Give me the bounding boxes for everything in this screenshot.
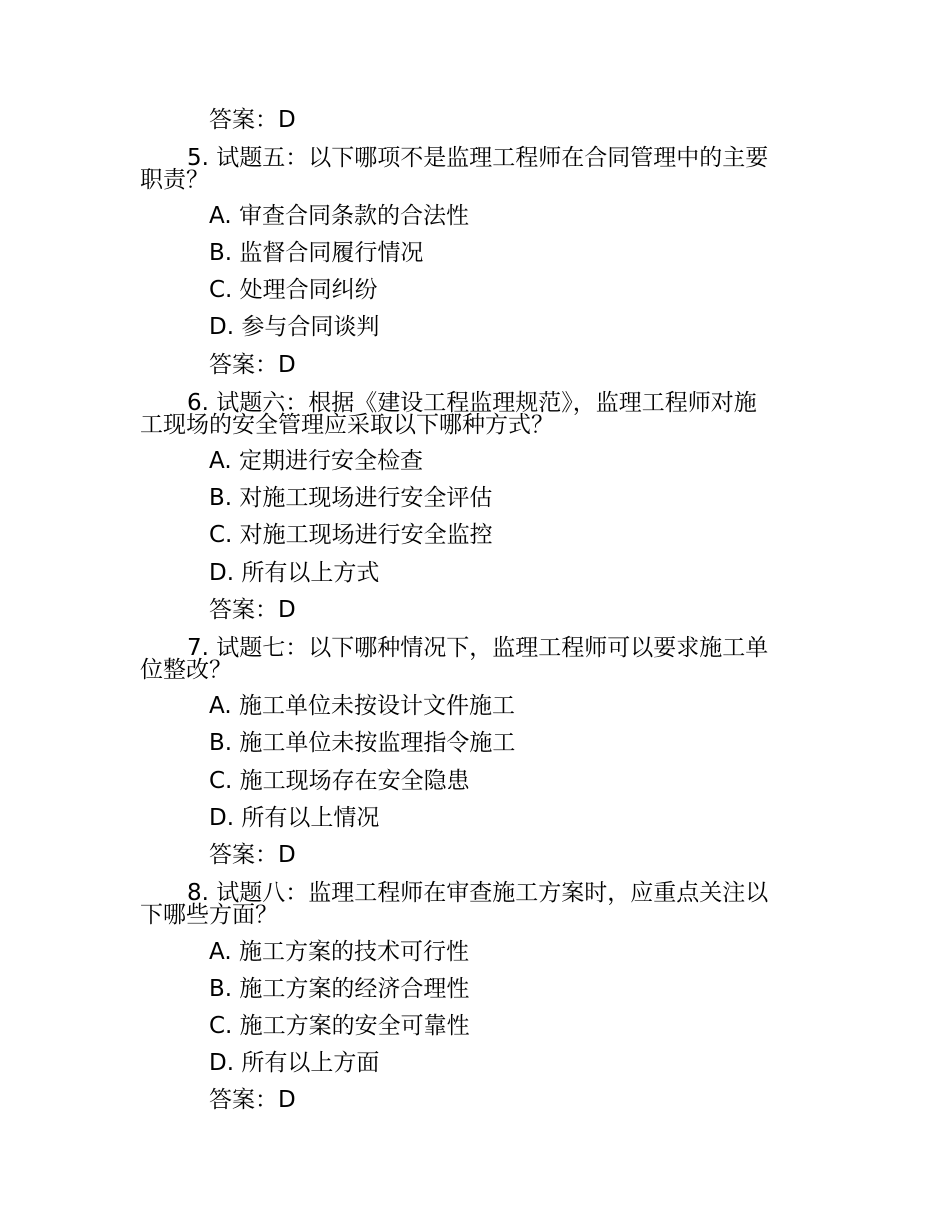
question-6-option-a: A. 定期进行安全检查 bbox=[209, 448, 423, 474]
question-7-line-1: 7. 试题七：以下哪种情况下，监理工程师可以要求施工单 bbox=[187, 635, 769, 661]
question-5-option-d: D. 参与合同谈判 bbox=[209, 314, 380, 340]
question-7-option-a: A. 施工单位未按设计文件施工 bbox=[209, 693, 515, 719]
question-7-answer: 答案：D bbox=[209, 842, 296, 868]
question-8-line-2: 下哪些方面？ bbox=[140, 902, 278, 928]
question-8-option-d: D. 所有以上方面 bbox=[209, 1050, 380, 1076]
question-7-option-d: D. 所有以上情况 bbox=[209, 805, 380, 831]
question-6-option-d: D. 所有以上方式 bbox=[209, 560, 380, 586]
question-5-answer: 答案：D bbox=[209, 352, 296, 378]
question-6-answer: 答案：D bbox=[209, 597, 296, 623]
question-6-option-c: C. 对施工现场进行安全监控 bbox=[209, 522, 493, 548]
question-8-option-a: A. 施工方案的技术可行性 bbox=[209, 939, 469, 965]
question-6-line-2: 工现场的安全管理应采取以下哪种方式？ bbox=[140, 412, 554, 438]
question-7-option-b: B. 施工单位未按监理指令施工 bbox=[209, 730, 516, 756]
question-5-line-1: 5. 试题五：以下哪项不是监理工程师在合同管理中的主要 bbox=[187, 145, 769, 171]
question-5-option-a: A. 审查合同条款的合法性 bbox=[209, 203, 469, 229]
question-7-option-c: C. 施工现场存在安全隐患 bbox=[209, 768, 470, 794]
question-5-option-b: B. 监督合同履行情况 bbox=[209, 240, 424, 266]
question-5-option-c: C. 处理合同纠纷 bbox=[209, 277, 378, 303]
question-8-answer: 答案：D bbox=[209, 1087, 296, 1113]
question-8-option-c: C. 施工方案的安全可靠性 bbox=[209, 1013, 470, 1039]
question-8-line-1: 8. 试题八：监理工程师在审查施工方案时，应重点关注以 bbox=[187, 880, 769, 906]
question-8-option-b: B. 施工方案的经济合理性 bbox=[209, 976, 470, 1002]
question-5-line-2: 职责？ bbox=[140, 167, 209, 193]
answer-line: 答案：D bbox=[209, 107, 296, 133]
question-6-line-1: 6. 试题六：根据《建设工程监理规范》，监理工程师对施 bbox=[187, 390, 757, 416]
question-7-line-2: 位整改？ bbox=[140, 657, 232, 683]
question-6-option-b: B. 对施工现场进行安全评估 bbox=[209, 485, 493, 511]
